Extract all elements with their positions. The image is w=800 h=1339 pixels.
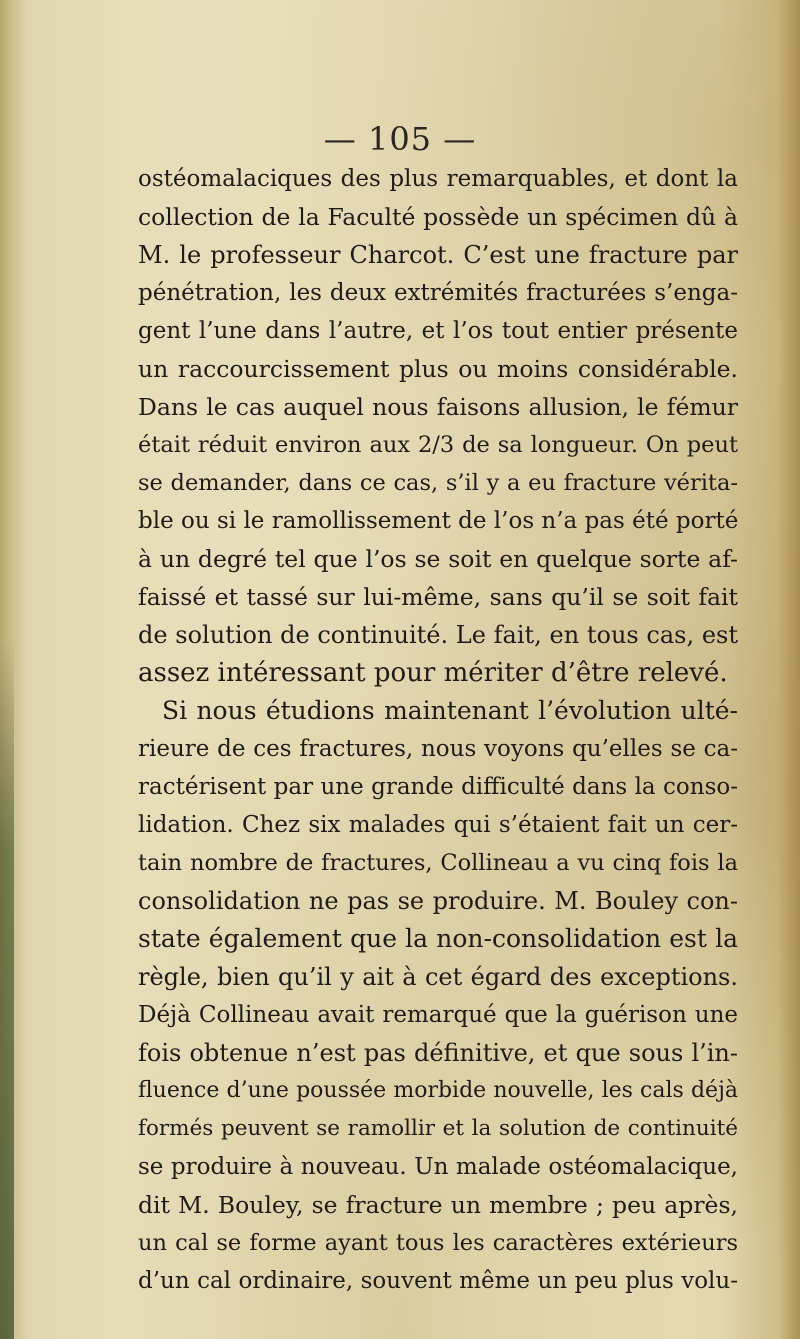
text-line: fois obtenue n’est pas définitive, et que sous l’in-	[138, 1039, 738, 1067]
text-line: assez intéressant pour mériter d’être relevé.	[138, 658, 728, 688]
text-line: state également que la non-consolidation est la	[138, 924, 738, 953]
text-line: à un degré tel que l’os se soit en quelque sorte af-	[138, 545, 738, 573]
text-line: gent l’une dans l’autre, et l’os tout entier présente	[138, 318, 738, 344]
text-line: lidation. Chez six malades qui s’étaient fait un cer-	[138, 812, 738, 838]
text-line: de solution de continuité. Le fait, en tous cas, est	[138, 621, 738, 649]
page-number-header: — 105 —	[323, 120, 477, 158]
text-line: faissé et tassé sur lui-même, sans qu’il se soit fait	[138, 583, 738, 611]
text-line: ble ou si le ramollissement de l’os n’a pas été porté	[138, 508, 739, 534]
page-edge-shadow	[778, 0, 800, 1339]
text-line: fluence d’une poussée morbide nouvelle, les cals déjà	[138, 1078, 738, 1103]
text-line: Dans le cas auquel nous faisons allusion, le fémur	[138, 393, 738, 421]
text-line: était réduit environ aux 2/3 de sa longueur. On peut	[138, 432, 738, 458]
text-line: un cal se forme ayant tous les caractères extérieurs	[138, 1230, 738, 1256]
text-line: ostéomalaciques des plus remarquables, et dont la	[138, 166, 738, 192]
text-line: formés peuvent se ramollir et la solution de continuité	[138, 1116, 738, 1141]
text-line: ractérisent par une grande difficulté dans la conso-	[138, 774, 738, 800]
text-line: rieure de ces fractures, nous voyons qu’elles se ca-	[138, 736, 738, 762]
text-line: se demander, dans ce cas, s’il y a eu fracture vérita-	[138, 470, 738, 496]
text-line: collection de la Faculté possède un spécimen dû à	[138, 203, 738, 231]
text-line: dit M. Bouley, se fracture un membre ; peu après,	[138, 1191, 738, 1219]
text-line: se produire à nouveau. Un malade ostéomalacique,	[138, 1154, 738, 1180]
text-line: pénétration, les deux extrémités fracturées s’enga-	[138, 280, 738, 306]
text-line: Déjà Collineau avait remarqué que la guérison une	[138, 1002, 738, 1028]
text-line: Si nous étudions maintenant l’évolution ulté-	[162, 696, 738, 725]
text-line: un raccourcissement plus ou moins considérable.	[138, 355, 738, 383]
text-line: M. le professeur Charcot. C’est une fracture par	[138, 241, 738, 269]
text-line: tain nombre de fractures, Collineau a vu cinq fois la	[138, 850, 738, 876]
binding-stain	[0, 640, 14, 1339]
text-line: d’un cal ordinaire, souvent même un peu plus volu-	[138, 1268, 738, 1294]
text-line: consolidation ne pas se produire. M. Bouley con-	[138, 887, 738, 915]
text-line: règle, bien qu’il y ait à cet égard des exceptions.	[138, 963, 738, 991]
